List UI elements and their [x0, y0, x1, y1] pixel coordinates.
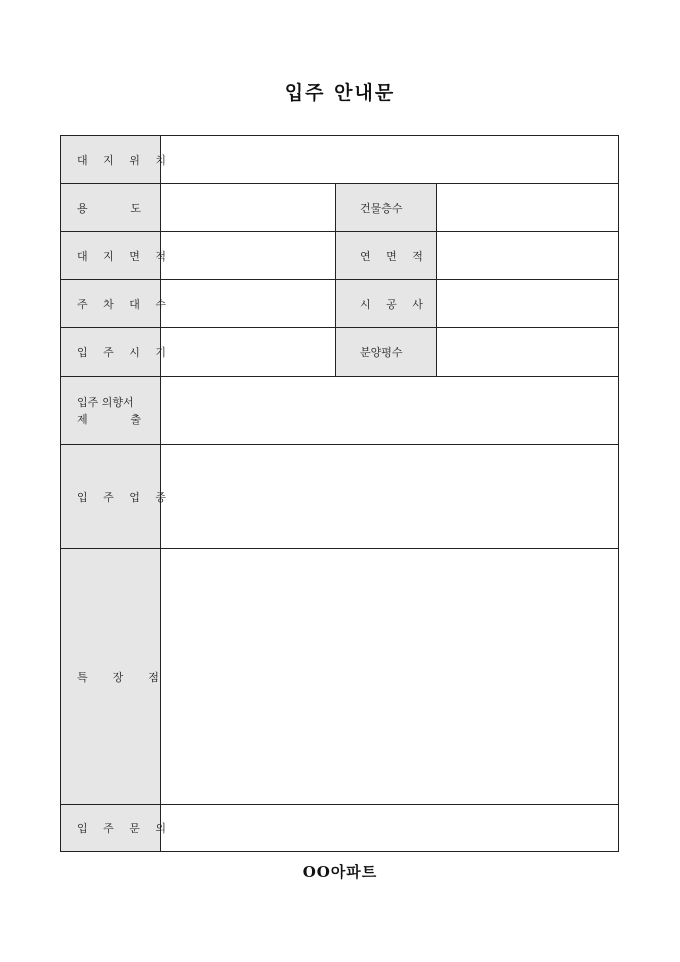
row-usage [61, 184, 618, 232]
move-in-notice-form [60, 135, 619, 852]
contractor-field[interactable] [437, 280, 618, 327]
site-location-field[interactable] [161, 136, 618, 183]
row-parking [61, 280, 618, 328]
usage-label: 용 도 [61, 184, 161, 231]
sale-area-label: 분양평수 [335, 328, 437, 376]
row-site-location [61, 136, 618, 184]
row-intent-submission [61, 377, 618, 445]
footer-company-name: OO아파트 [302, 863, 378, 881]
site-location-label: 대 지 위 치 [61, 136, 161, 183]
floor-area-field[interactable] [437, 232, 618, 279]
contractor-label: 시 공 사 [335, 280, 437, 327]
intent-submission-field[interactable] [161, 377, 618, 444]
features-label: 특 장 점 [61, 549, 161, 804]
move-in-period-label: 입 주 시 기 [61, 328, 161, 376]
usage-field[interactable] [161, 184, 335, 231]
inquiry-field[interactable] [161, 805, 618, 851]
features-field[interactable] [161, 549, 618, 804]
intent-submission-label: 입주 의향서 제 출 [61, 377, 161, 444]
land-area-field[interactable] [161, 232, 335, 279]
parking-label: 주 차 대 수 [61, 280, 161, 327]
floors-field[interactable] [437, 184, 618, 231]
inquiry-label: 입 주 문 의 [61, 805, 161, 851]
business-type-field[interactable] [161, 445, 618, 548]
row-business-type [61, 445, 618, 549]
parking-field[interactable] [161, 280, 335, 327]
row-features [61, 549, 618, 805]
floors-label: 건물층수 [335, 184, 437, 231]
floor-area-label: 연 면 적 [335, 232, 437, 279]
business-type-label: 입 주 업 종 [61, 445, 161, 548]
row-move-in-period [61, 328, 618, 377]
land-area-label: 대 지 면 적 [61, 232, 161, 279]
page-title: 입주 안내문 [284, 82, 396, 104]
row-land-area [61, 232, 618, 280]
sale-area-field[interactable] [437, 328, 618, 376]
row-inquiry [61, 805, 618, 851]
move-in-period-field[interactable] [161, 328, 335, 376]
